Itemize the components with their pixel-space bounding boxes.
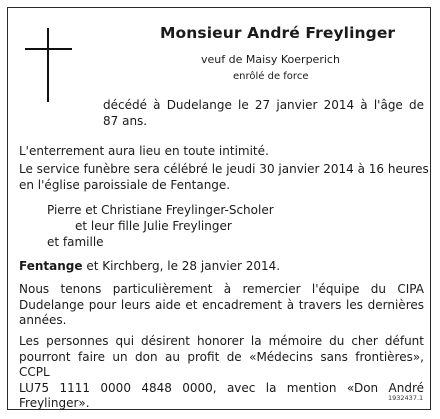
family-line-3: et famille <box>47 235 104 249</box>
cross-icon-vertical <box>47 28 49 102</box>
death-statement <box>103 98 424 129</box>
thanks-line-3: années. <box>19 313 67 327</box>
donation-line-2: pourront faire un don au profit de «Médecins sans frontières», CCPL <box>19 349 424 379</box>
donation-line-4: Freylinger». <box>19 396 90 410</box>
family-line-2: et leur fille Julie Freylinger <box>75 219 232 233</box>
cross-icon-horizontal <box>25 48 72 50</box>
widow-of-line: veuf de Maisy Koerperich <box>201 53 340 66</box>
thanks-line-2: Dudelange pour leurs aide et encadrement à travers les dernières <box>19 297 424 312</box>
service-line-2: en l'église paroissiale de Fentange. <box>19 177 231 192</box>
place-rest: et Kirchberg, le 28 janvier 2014. <box>82 259 281 273</box>
enrolled-line: enrôlé de force <box>233 71 309 82</box>
donation-line-1: Les personnes qui désirent honorer la mémoire du cher défunt <box>19 334 424 348</box>
donation-line-3: LU75 1111 0000 4848 0000, avec la mention «Don André <box>19 380 424 395</box>
reference-number: 1932437.1 <box>388 394 424 402</box>
place-date-line <box>19 259 280 274</box>
donation-paragraph <box>19 334 424 412</box>
service-line-1: Le service funèbre sera célébré le jeudi 30 janvier 2014 à 16 heures <box>19 162 429 176</box>
deceased-name: Monsieur André Freylinger <box>160 24 396 42</box>
death-line-2: 87 ans. <box>103 113 148 128</box>
intimate-funeral-line: L'enterrement aura lieu en toute intimité. <box>19 144 269 158</box>
thanks-line-1: Nous tenons particulièrement à remercier l'équipe du CIPA <box>19 282 424 296</box>
service-paragraph <box>19 162 429 193</box>
thanks-paragraph <box>19 282 424 329</box>
place-bold: Fentange <box>19 259 83 273</box>
family-line-1: Pierre et Christiane Freylinger-Scholer <box>47 203 274 217</box>
death-line-1: décédé à Dudelange le 27 janvier 2014 à l'âge de <box>103 98 424 112</box>
